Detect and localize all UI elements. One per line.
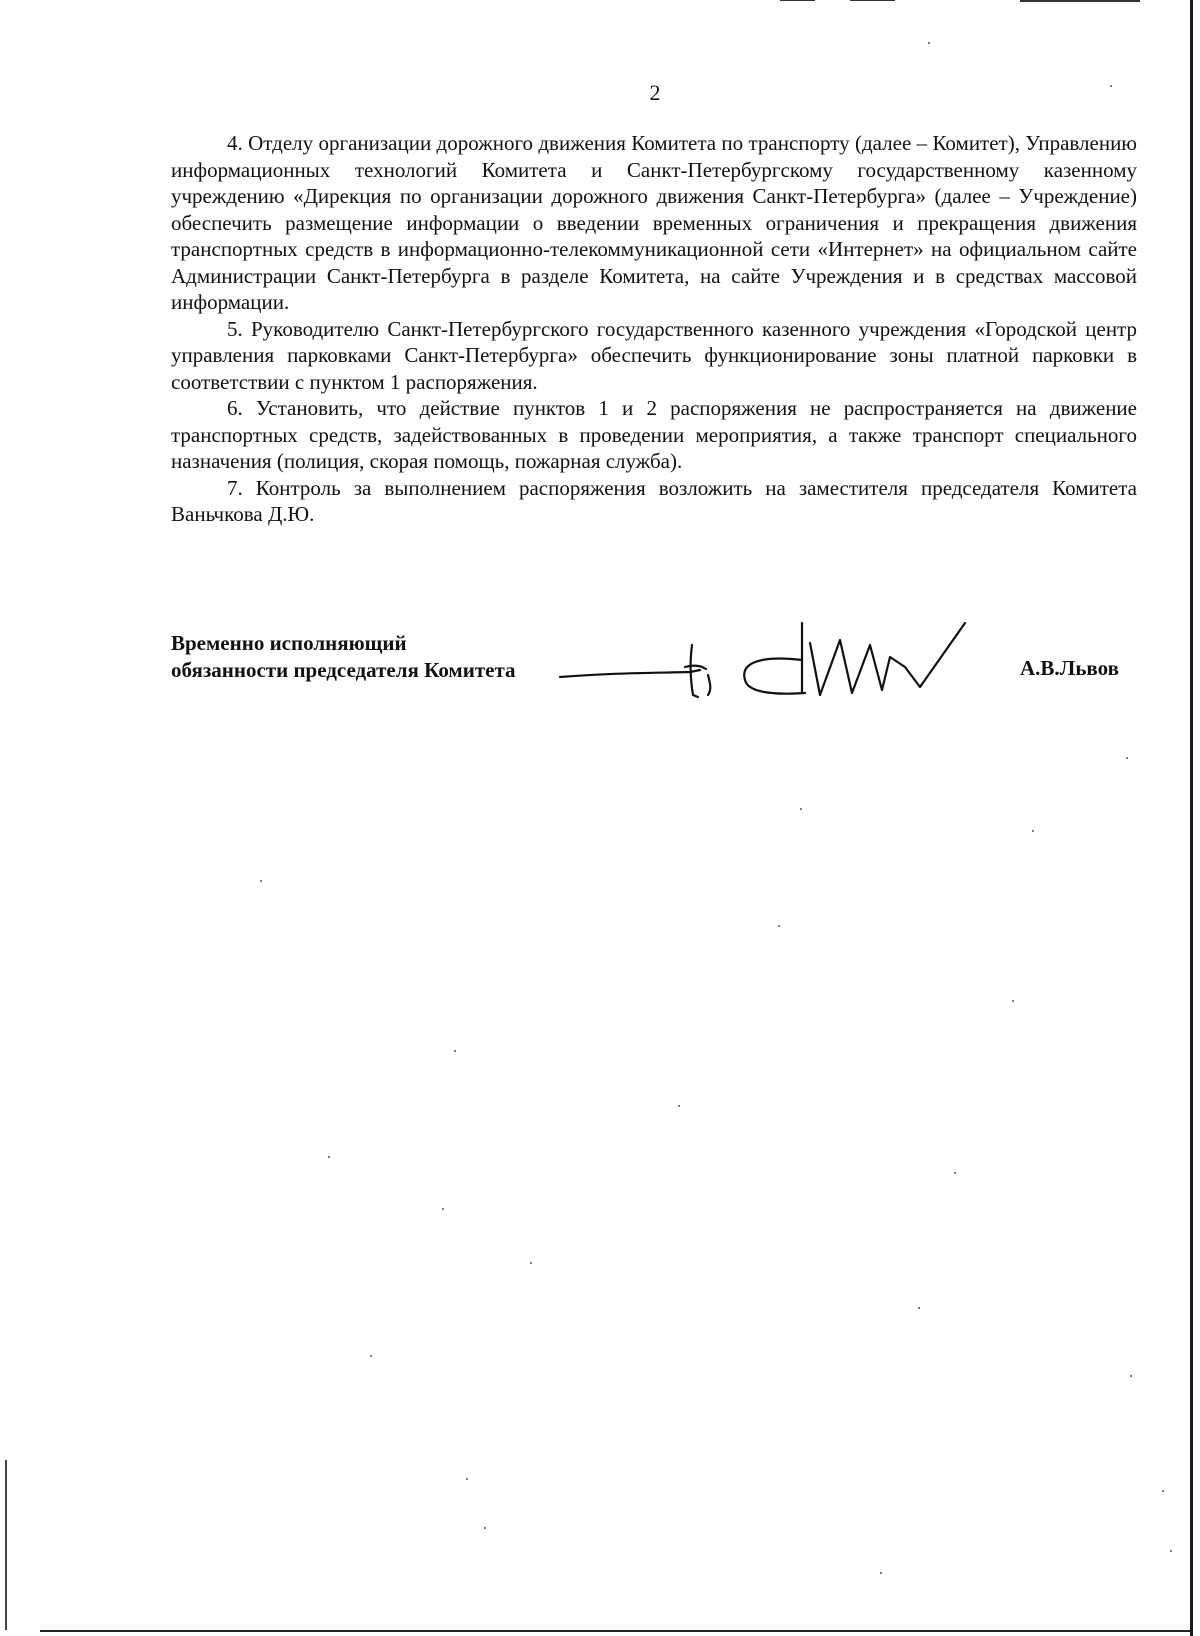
- scan-speck: [1162, 1490, 1164, 1492]
- scan-speck: [1032, 830, 1034, 832]
- signatory-name: А.В.Львов: [1020, 656, 1119, 680]
- signatory-title-line1: Временно исполняющий: [171, 631, 407, 655]
- scan-speck: [1012, 1000, 1014, 1002]
- scan-speck: [954, 1172, 956, 1174]
- scan-speck: [1130, 1375, 1132, 1377]
- scan-speck: [370, 1355, 372, 1357]
- signatory-title: [171, 630, 516, 684]
- paragraph-item-5: 5. Руководителю Санкт-Петербургского государственного казенного учреждения «Городской центр управления парковками Санкт-Петербурга» обеспечить функционирование зоны платной парковки в соответствии с пунктом 1 распоряжения.: [171, 316, 1137, 394]
- scan-speck: [928, 42, 930, 44]
- page-number: 2: [649, 80, 661, 105]
- scan-speck: [1170, 1550, 1172, 1552]
- scan-speck: [454, 1050, 456, 1052]
- scan-speck: [484, 1527, 486, 1529]
- paragraph-item-4: 4. Отделу организации дорожного движения Комитета по транспорту (далее – Комитет), Управлению информационных технологий Комитета и Санкт-Петербургскому государственному казенному учреждению «Дирекция по организации дорожного движения Санкт-Петербурга» (далее – Учреждение) обеспечить размещение информации о введении временных ограничения и прекращения движения транспортных средств в информационно-телекоммуникационной сети «Интернет» на официальном сайте Администрации Санкт-Петербурга в разделе Комитета, на сайте Учреждения и в средствах массовой информации.: [171, 131, 1137, 314]
- scan-speck: [328, 1156, 330, 1158]
- scan-edge-bottom: [40, 1630, 1190, 1632]
- scan-speck: [466, 1478, 468, 1480]
- scan-edge-top: [780, 0, 815, 1]
- handwritten-signature-icon: [540, 615, 1000, 725]
- scan-edge-left: [5, 1460, 7, 1630]
- scan-edge-right: [1190, 0, 1193, 1636]
- scan-speck: [442, 1208, 444, 1210]
- scan-speck: [800, 808, 802, 810]
- scan-speck: [918, 1307, 920, 1309]
- scan-edge-top: [1020, 0, 1140, 2]
- signatory-title-line2: обязанности председателя Комитета: [171, 658, 516, 682]
- scan-speck: [260, 880, 262, 882]
- scan-speck: [778, 925, 780, 927]
- scan-speck: [880, 1572, 882, 1574]
- paragraph-item-6: 6. Установить, что действие пунктов 1 и 2 распоряжения не распространяется на движение транспортных средств, задействованных в проведении мероприятия, а также транспорт специального назначения (полиция, скорая помощь, пожарная служба).: [171, 396, 1137, 473]
- scan-speck: [530, 1262, 532, 1264]
- document-body: [171, 130, 1137, 528]
- scan-edge-top: [850, 0, 895, 1]
- paragraph-item-7: 7. Контроль за выполнением распоряжения возложить на заместителя председателя Комитета Ваньчкова Д.Ю.: [171, 475, 1137, 526]
- scan-speck: [678, 1105, 680, 1107]
- scan-speck: [1126, 757, 1128, 759]
